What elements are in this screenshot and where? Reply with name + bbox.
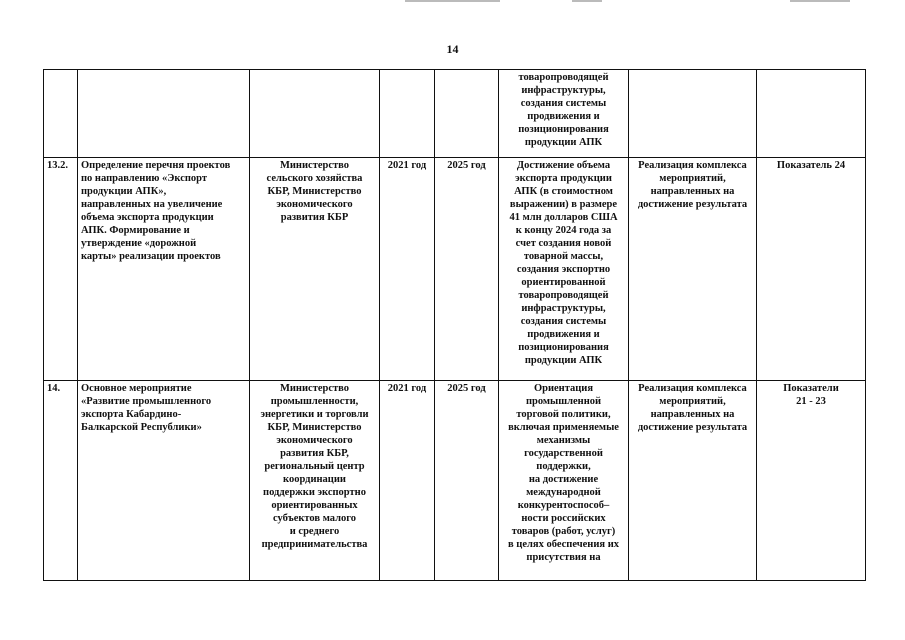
text-line: Министерство [279, 160, 350, 171]
text-line: создания системы [520, 98, 607, 109]
executor-cell [250, 158, 380, 381]
text-line: предпринимательства [261, 539, 368, 550]
text-line: Министерство [279, 383, 350, 394]
scan-artifact [790, 0, 850, 2]
text-line: мероприятий, [659, 396, 726, 407]
text-line: Показатель 24 [776, 160, 846, 171]
text-line: экспорта продукции [515, 173, 612, 184]
text-line: Показатели [783, 383, 839, 394]
text-line: выражении) в размере [509, 199, 618, 210]
event-cell [78, 70, 250, 158]
table-row [44, 381, 866, 581]
text-line: Основное мероприятие [81, 383, 192, 394]
text-line: направленных на [650, 409, 735, 420]
text-line: в целях обеспечения их [508, 539, 619, 550]
text-line: товаропроводящей [518, 290, 609, 301]
text-line: развития КБР [280, 212, 349, 223]
text-line: энергетики и торговли [260, 409, 369, 420]
text-line: утверждение «дорожной [81, 238, 197, 249]
text-line: торговой политики, [516, 409, 611, 420]
text-line: «Развитие промышленного [81, 396, 212, 407]
text-line: присутствия на [526, 552, 601, 563]
text-line: экспорта Кабардино- [81, 409, 182, 420]
event-cell [78, 381, 250, 581]
text-line: сельского хозяйства [266, 173, 363, 184]
text-line: Определение перечня проектов [81, 160, 231, 171]
text-line: товаропроводящей [518, 72, 609, 83]
text-line: ориентированной [521, 277, 606, 288]
text-line: международной [526, 487, 601, 498]
text-line: региональный центр [264, 461, 365, 472]
text-line: направленных на увеличение [81, 199, 223, 210]
indicator-cell [757, 158, 866, 381]
activities-table [43, 69, 866, 581]
end-year-cell: 2025 год [435, 158, 499, 381]
text-line: КБР, Министерство [267, 422, 362, 433]
text-line: позиционирования [518, 342, 609, 353]
text-line: к концу 2024 года за [515, 225, 612, 236]
text-line: поддержки экспортно [263, 487, 366, 498]
text-line: Ориентация [533, 383, 594, 394]
table-row [44, 158, 866, 381]
result-cell [499, 70, 629, 158]
text-line: направленных на [650, 186, 735, 197]
text-line: промышленности, [270, 396, 359, 407]
table-row [44, 70, 866, 158]
text-line: механизмы [536, 435, 591, 446]
text-line: Реализация комплекса [638, 160, 747, 171]
text-line: позиционирования [518, 124, 609, 135]
start-year-cell: 2021 год [380, 158, 435, 381]
text-line: достижение результата [637, 422, 748, 433]
text-line: по направлению «Экспорт [81, 173, 208, 184]
text-line: мероприятий, [659, 173, 726, 184]
link-cell [629, 70, 757, 158]
text-line: товаров (работ, услуг) [511, 526, 616, 537]
text-line: достижение результата [637, 199, 748, 210]
indicator-cell [757, 70, 866, 158]
text-line: Достижение объема [516, 160, 611, 171]
result-cell [499, 381, 629, 581]
text-line: координации [283, 474, 346, 485]
text-line: продукции АПК», [81, 186, 167, 197]
text-line: экономического [276, 435, 353, 446]
text-line: включая применяемые [508, 422, 619, 433]
text-line: АПК (в стоимостном [514, 186, 613, 197]
text-line: 41 млн долларов США [509, 212, 618, 223]
scan-artifact [405, 0, 500, 2]
text-line: инфраструктуры, [521, 303, 606, 314]
text-line: развития КБР, [280, 448, 349, 459]
executor-cell [250, 70, 380, 158]
text-line: на достижение [528, 474, 599, 485]
indicator-cell [757, 381, 866, 581]
text-line: субъектов малого [272, 513, 357, 524]
text-line: продвижения и [527, 111, 600, 122]
text-line: Реализация комплекса [638, 383, 747, 394]
result-cell [499, 158, 629, 381]
event-cell [78, 158, 250, 381]
text-line: КБР, Министерство [267, 186, 362, 197]
text-line: ности российских [521, 513, 606, 524]
text-line: промышленной [525, 396, 602, 407]
row-number-cell [44, 70, 78, 158]
text-line: и среднего [289, 526, 340, 537]
scan-artifact [572, 0, 602, 2]
text-line: поддержки, [536, 461, 591, 472]
text-line: объема экспорта продукции [81, 212, 214, 223]
text-line: конкурентоспособ– [517, 500, 610, 511]
page-number: 14 [446, 42, 459, 56]
text-line: продукции АПК [524, 137, 603, 148]
start-year-cell: 2021 год [380, 381, 435, 581]
text-line: продукции АПК [524, 355, 603, 366]
text-line: экономического [276, 199, 353, 210]
text-line: инфраструктуры, [521, 85, 606, 96]
text-line: государственной [524, 448, 603, 459]
text-line: счет создания новой [515, 238, 612, 249]
link-cell [629, 158, 757, 381]
row-number-cell: 13.2. [44, 158, 78, 381]
text-line: создания системы [520, 316, 607, 327]
end-year-cell: 2025 год [435, 381, 499, 581]
text-line: 21 - 23 [796, 396, 826, 407]
row-number-cell: 14. [44, 381, 78, 581]
executor-cell [250, 381, 380, 581]
end-year-cell [435, 70, 499, 158]
text-line: товарной массы, [523, 251, 604, 262]
text-line: карты» реализации проектов [81, 251, 221, 262]
text-line: создания экспортно [516, 264, 611, 275]
text-line: АПК. Формирование и [81, 225, 190, 236]
text-line: ориентированных [271, 500, 358, 511]
link-cell [629, 381, 757, 581]
text-line: Балкарской Республики» [81, 422, 202, 433]
text-line: продвижения и [527, 329, 600, 340]
start-year-cell [380, 70, 435, 158]
